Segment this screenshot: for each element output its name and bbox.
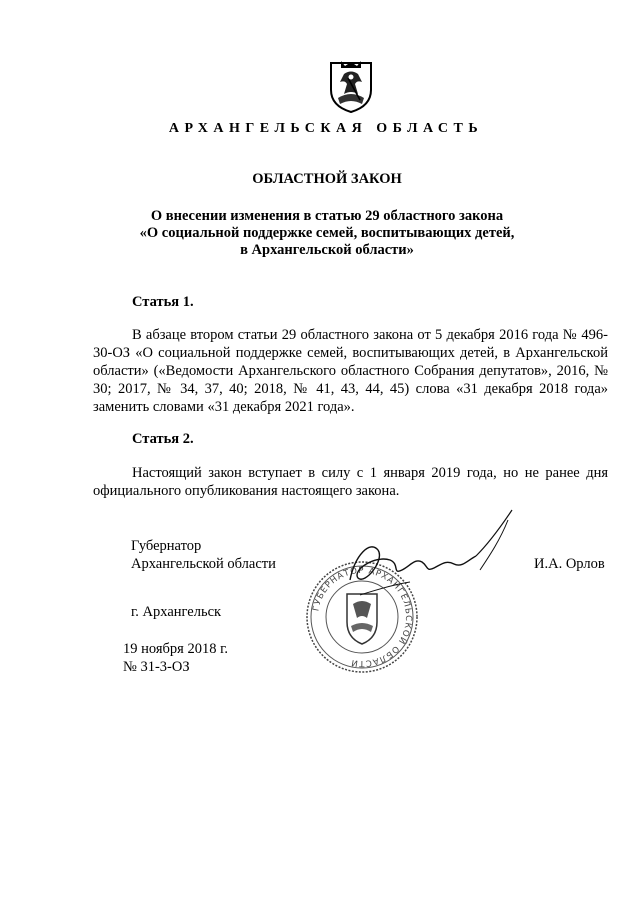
city: г. Архангельск	[131, 604, 222, 620]
article-2-text: Настоящий закон вступает в силу с 1 января 2019 года, но не ранее дня официального опубликования настоящего закона.	[93, 465, 608, 499]
region-name: АРХАНГЕЛЬСКАЯ ОБЛАСТЬ	[168, 121, 484, 136]
article-2-heading: Статья 2.	[132, 431, 194, 447]
law-date-number	[123, 640, 228, 676]
law-title	[0, 208, 640, 259]
position-line: Губернатор	[131, 538, 202, 554]
handwritten-signature	[330, 500, 530, 610]
article-1-text: В абзаце втором статьи 29 областного закона от 5 декабря 2016 года № 496-30-ОЗ «О социальной поддержке семей, воспитывающих детей, в Архангельской области» («Ведомости Архангельского областного Собрания депутатов», 2016, № 30; 2017, № 34, 37, 40; 2018, № 41, 43, 44, 45) слова «31 декабря 2018 года» заменить словами «31 декабря 2021 года».	[93, 327, 608, 415]
position-line: Архангельской области	[131, 556, 276, 572]
law-date: 19 ноября 2018 г.	[123, 641, 229, 657]
law-title-line: О внесении изменения в статью 29 областного закона	[150, 208, 504, 224]
seal-text: ГУБЕРНАТОР АРХАНГЕЛЬСКОЙ ОБЛАСТИ	[311, 565, 414, 669]
coat-of-arms-icon	[328, 60, 374, 114]
law-title-line: «О социальной поддержке семей, воспитывающих детей,	[139, 225, 515, 241]
law-title-line: в Архангельской области»	[240, 242, 414, 258]
law-number: № 31-3-ОЗ	[123, 659, 190, 675]
signatory-position	[131, 537, 276, 573]
article-1-heading: Статья 1.	[132, 294, 194, 310]
law-type: ОБЛАСТНОЙ ЗАКОН	[252, 171, 402, 187]
signatory-name: И.А. Орлов	[534, 556, 605, 572]
